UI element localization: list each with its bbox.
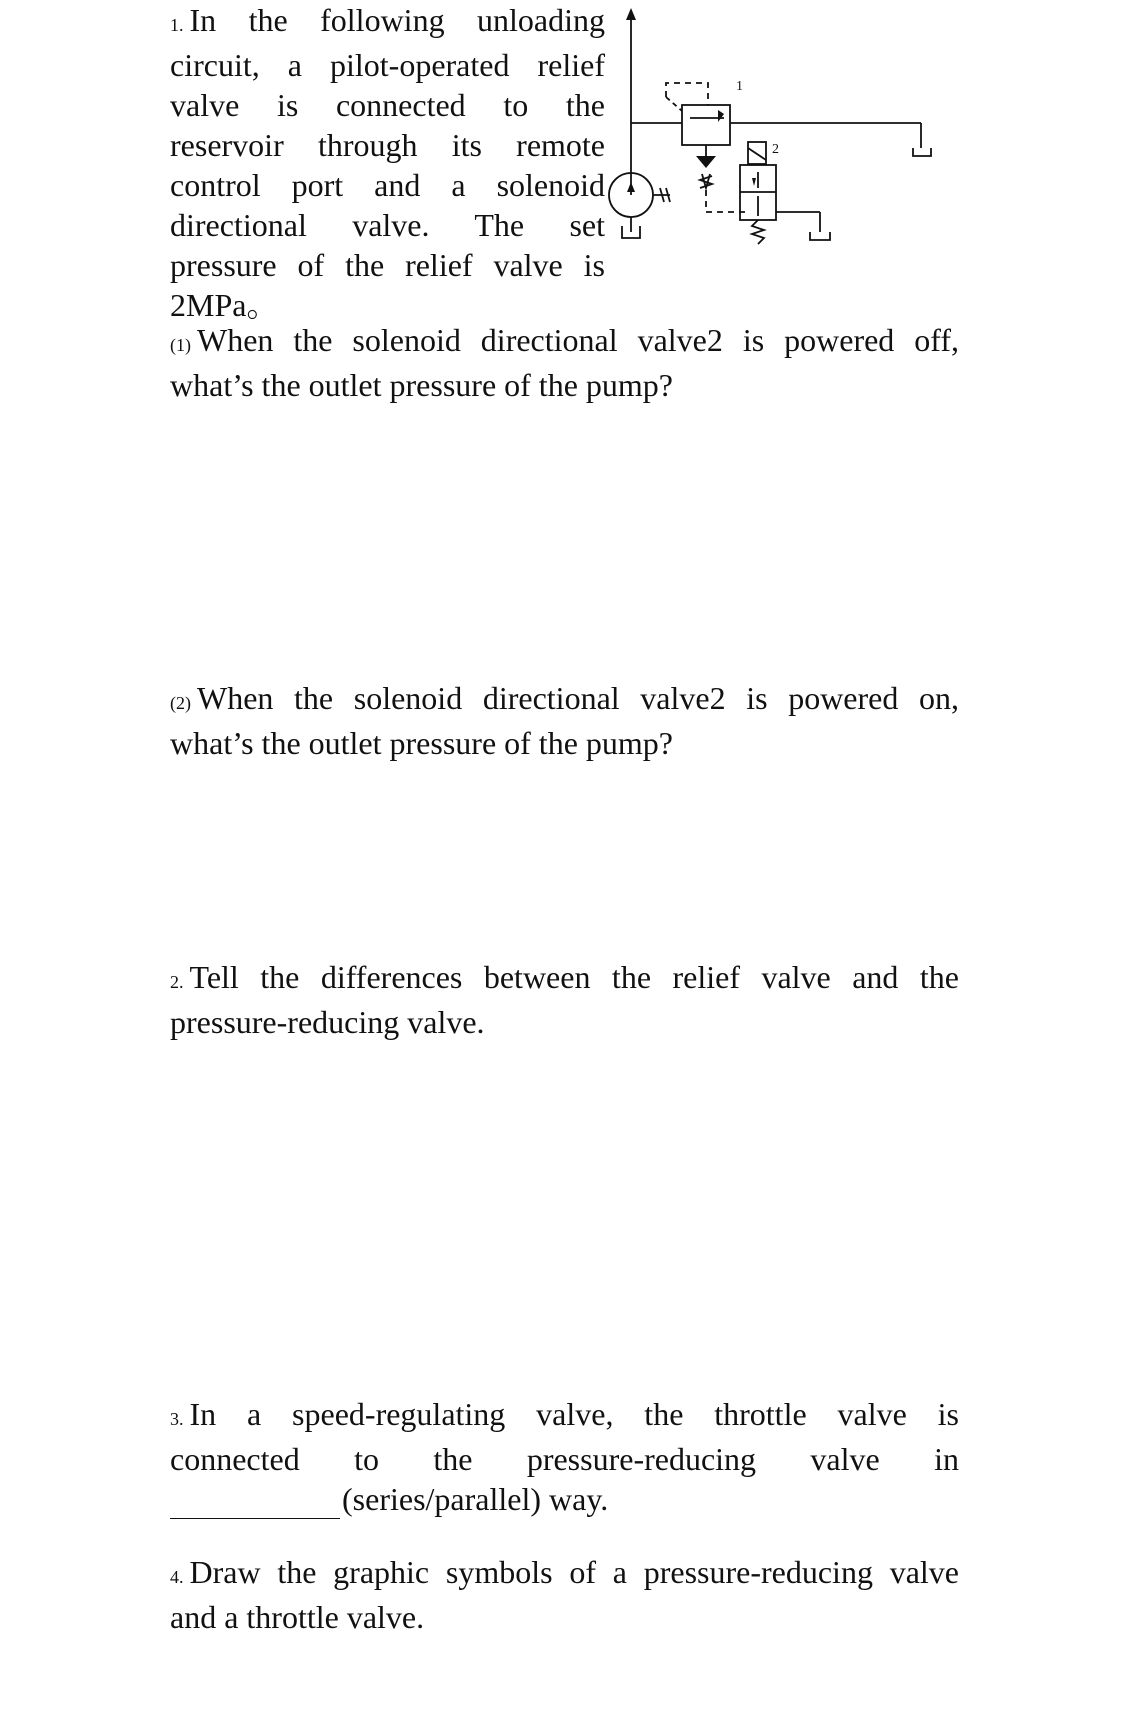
relief-valve-label: 1	[736, 79, 743, 94]
q1-part2-line-2: what’s the outlet pressure of the pump?	[170, 725, 673, 761]
tank-symbol-solenoid	[810, 232, 830, 240]
q1-line-6: directional valve. The set	[170, 207, 605, 243]
q1-part2-line-1: (2) When the solenoid directional valve2 is powered on,	[170, 680, 959, 716]
q4-line-2: and a throttle valve.	[170, 1599, 425, 1635]
question-number: 4.	[170, 1567, 184, 1587]
subquestion-number: (2)	[170, 693, 191, 713]
question-number: 3.	[170, 1409, 184, 1429]
tank-symbol-relief	[913, 148, 931, 156]
question-1-part-2	[170, 678, 959, 763]
relief-valve-body	[682, 105, 730, 145]
question-number: 1.	[170, 15, 184, 35]
question-1-part-1	[170, 320, 959, 405]
q1-line-5: control port and a solenoid	[170, 167, 605, 203]
question-number: 2.	[170, 972, 184, 992]
q1-line-3: valve is connected to the	[170, 87, 605, 123]
question-2-text	[170, 957, 959, 1042]
q1-line-4: reservoir through its remote	[170, 127, 605, 163]
q4-line-1: 4. Draw the graphic symbols of a pressure-reducing valve	[170, 1554, 959, 1590]
subquestion-number: (1)	[170, 335, 191, 355]
q1-line-7: pressure of the relief valve is	[170, 247, 605, 283]
pressure-arrow	[626, 8, 636, 20]
question-3-text	[170, 1394, 959, 1519]
question-4-text	[170, 1552, 959, 1637]
q1-line-8: 2MPa。	[170, 287, 279, 323]
question-1-text	[170, 0, 605, 325]
q2-line-2: pressure-reducing valve.	[170, 1004, 485, 1040]
q3-line-3: (series/parallel) way.	[170, 1479, 959, 1519]
q1-line-1: 1. In the following unloading	[170, 2, 605, 38]
q1-line-2: circuit, a pilot-operated relief	[170, 47, 605, 83]
q3-line-2: connected to the pressure-reducing valve in	[170, 1441, 959, 1477]
q1-part1-line-2: what’s the outlet pressure of the pump?	[170, 367, 673, 403]
q2-line-1: 2. Tell the differences between the relief valve and the	[170, 959, 959, 995]
q1-part1-line-1: (1) When the solenoid directional valve2 is powered off,	[170, 322, 959, 358]
answer-blank[interactable]	[170, 1488, 340, 1519]
unloading-circuit-diagram	[600, 0, 940, 270]
solenoid-valve-label: 2	[772, 142, 779, 157]
q3-line-1: 3. In a speed-regulating valve, the throttle valve is	[170, 1396, 959, 1432]
